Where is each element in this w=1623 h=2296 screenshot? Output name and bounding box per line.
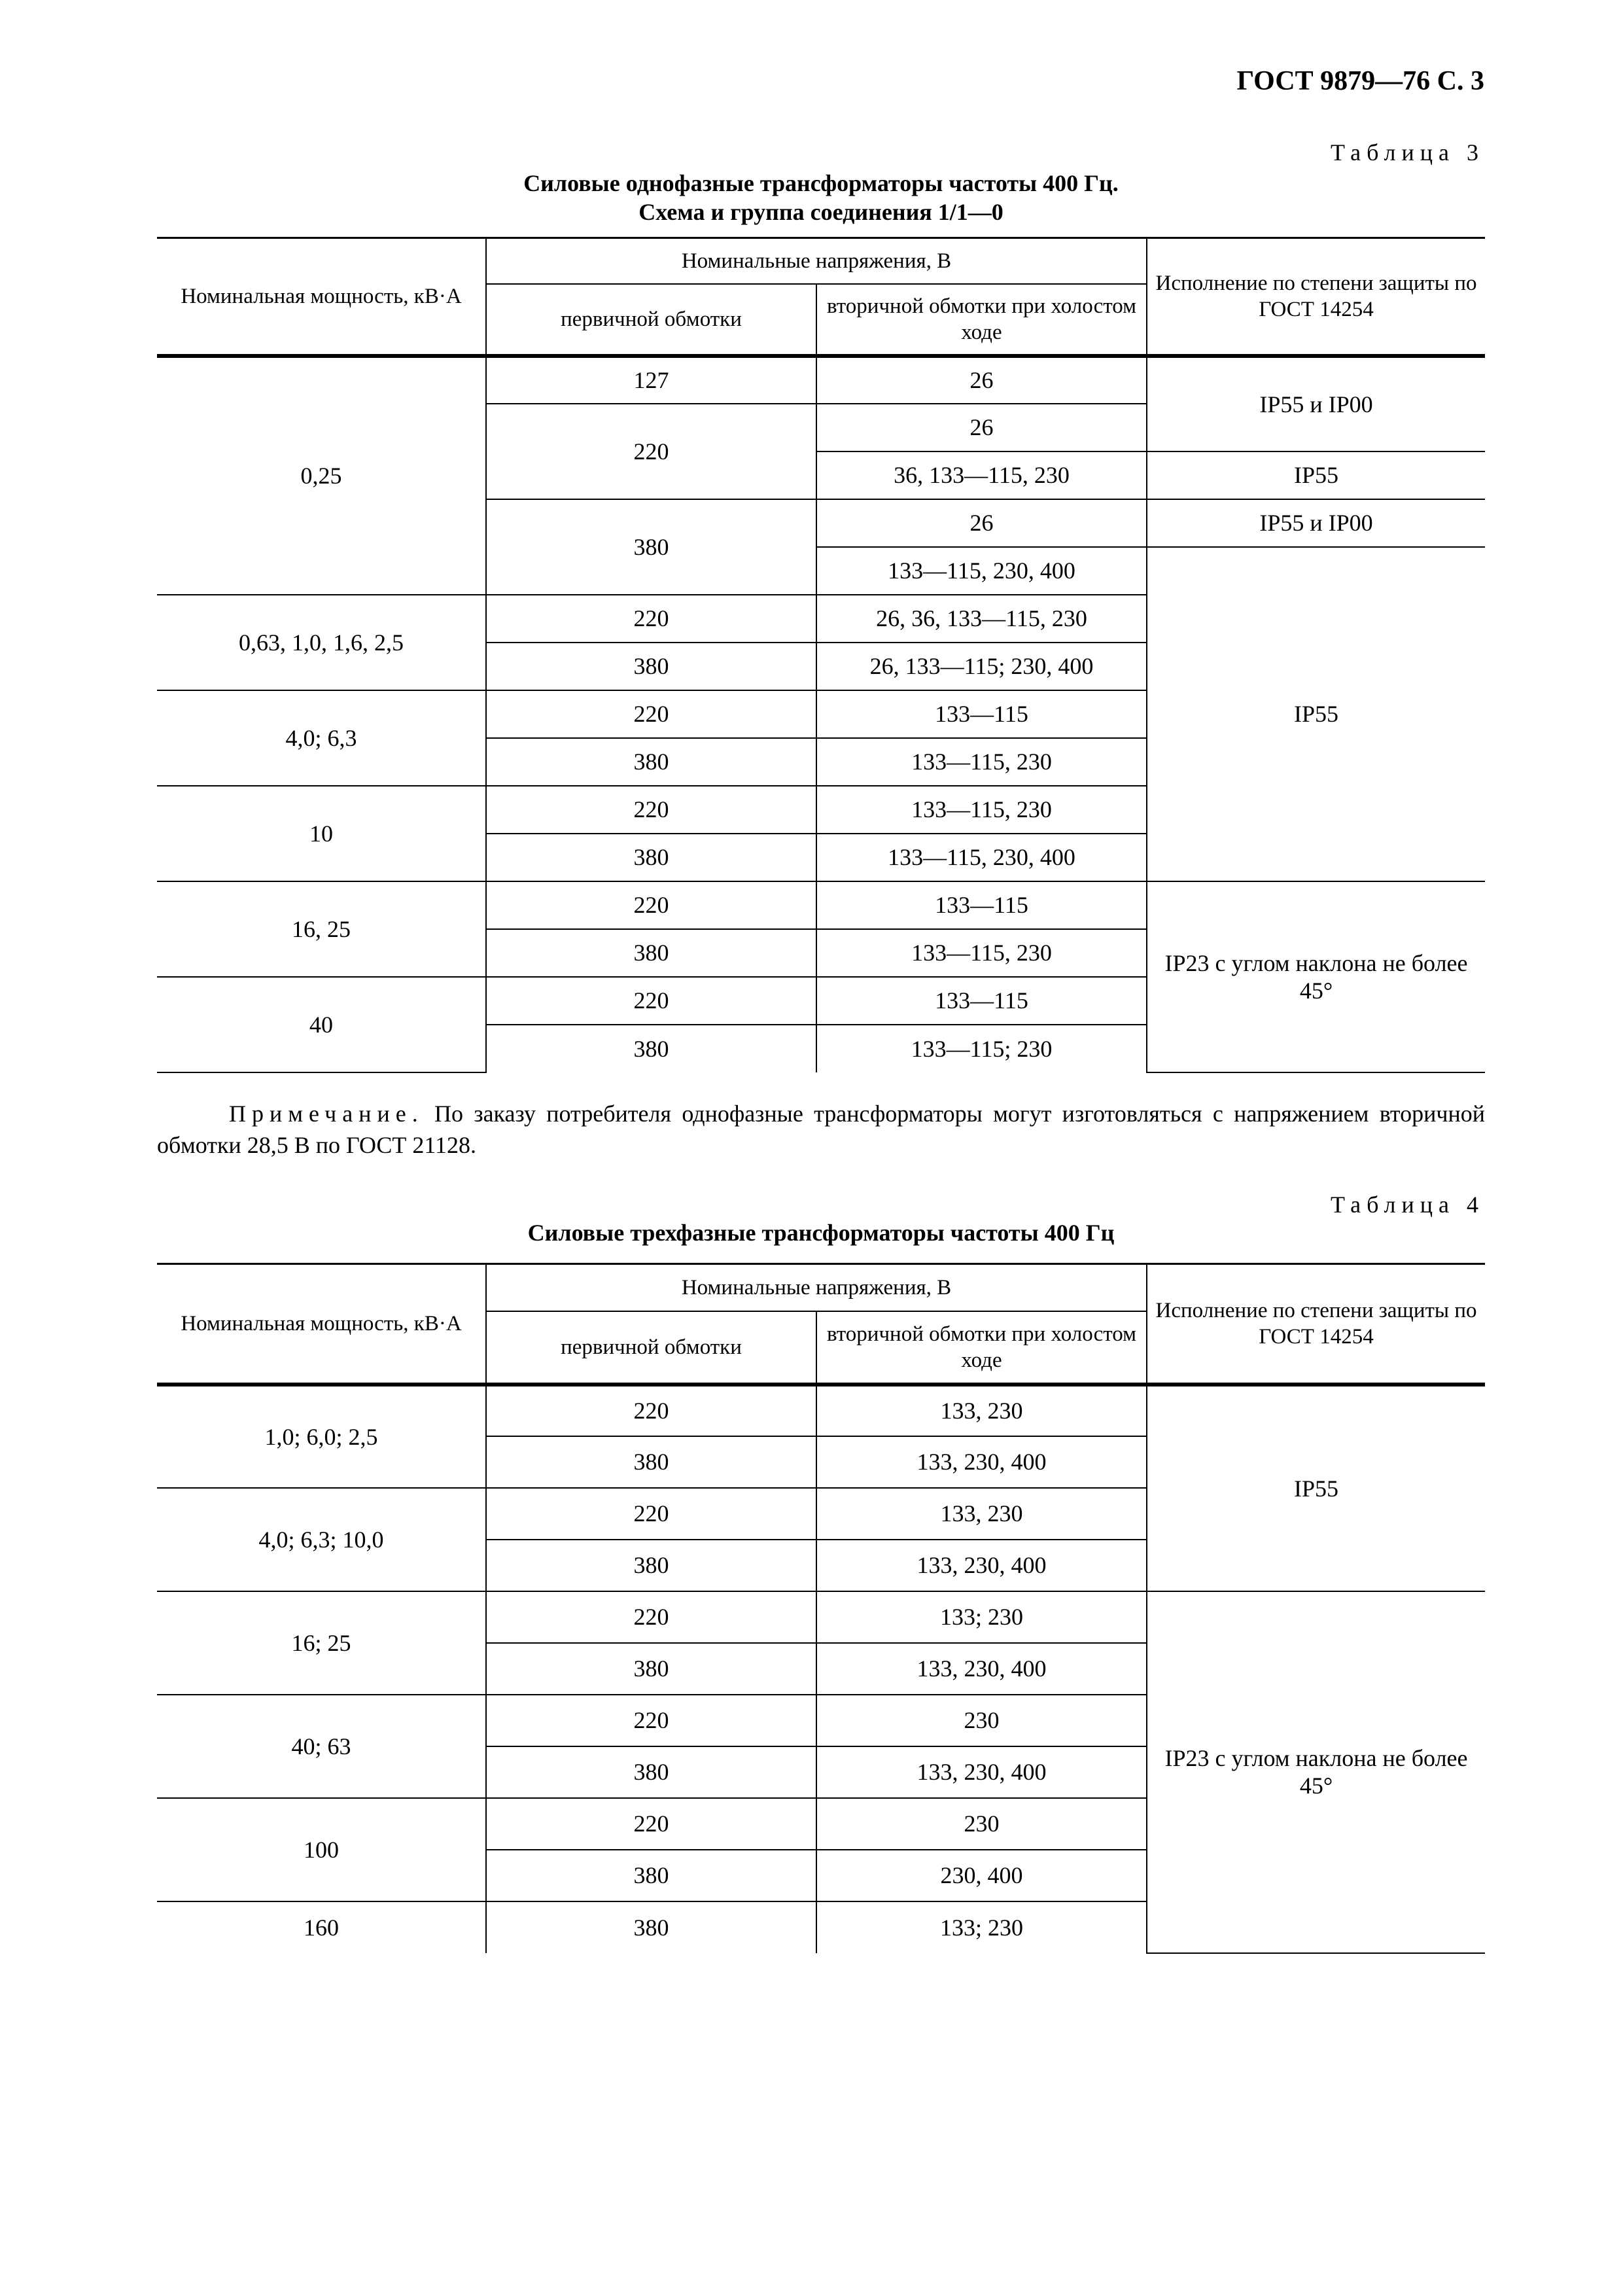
table-cell: 133—115; 230: [816, 1025, 1147, 1072]
table-cell: 380: [486, 499, 816, 595]
table-cell: 380: [486, 1901, 816, 1953]
table-cell: 220: [486, 977, 816, 1025]
table4-title: Силовые трехфазные трансформаторы частоты 400 Гц: [527, 1220, 1115, 1246]
table-cell: 380: [486, 929, 816, 977]
table3-header-protection: Исполнение по степени защиты по ГОСТ 14254: [1147, 238, 1485, 356]
table-cell: 0,25: [157, 356, 486, 595]
table-cell: 127: [486, 356, 816, 404]
table-cell: IP55 и IP00: [1147, 499, 1485, 547]
table4-label: Таблица 4: [1331, 1192, 1484, 1218]
table-cell: 380: [486, 1850, 816, 1901]
table-cell: 133, 230, 400: [816, 1746, 1147, 1798]
table-cell: 133—115: [816, 977, 1147, 1025]
table-cell: 220: [486, 881, 816, 929]
table-cell: 133—115: [816, 881, 1147, 929]
table-cell: 133—115, 230: [816, 738, 1147, 786]
table-cell: 230: [816, 1695, 1147, 1746]
note: [157, 1098, 1485, 1161]
table-cell: 160: [157, 1901, 486, 1953]
table-cell: 220: [486, 1488, 816, 1540]
table3-header-voltages: Номинальные напряжения, В: [486, 238, 1147, 284]
table-cell: 220: [486, 404, 816, 499]
table-cell: 220: [486, 1695, 816, 1746]
table-cell: 380: [486, 834, 816, 881]
table-cell: 380: [486, 1025, 816, 1072]
table-cell: 1,0; 6,0; 2,5: [157, 1385, 486, 1488]
table-cell: 0,63, 1,0, 1,6, 2,5: [157, 595, 486, 690]
table3-header-secondary: вторичной обмотки при холостом ходе: [816, 284, 1147, 356]
table-cell: 133, 230, 400: [816, 1643, 1147, 1695]
note-text: По заказу потребителя однофазные трансформаторы могут изготовляться с напряжением вторичной обмотки 28,5 В по ГОСТ 21128.: [157, 1101, 1485, 1158]
table-cell: 40; 63: [157, 1695, 486, 1798]
table3-title-line2: Схема и группа соединения 1/1—0: [638, 199, 1003, 225]
table3-header-primary: первичной обмотки: [486, 284, 816, 356]
table-cell: 133; 230: [816, 1591, 1147, 1643]
table-cell: 133, 230: [816, 1385, 1147, 1436]
table3-title-line1: Силовые однофазные трансформаторы частоты 400 Гц.: [523, 170, 1119, 196]
table-cell: 133, 230, 400: [816, 1540, 1147, 1591]
table-cell: 4,0; 6,3: [157, 690, 486, 786]
table4-header-protection: Исполнение по степени защиты по ГОСТ 14254: [1147, 1264, 1485, 1385]
table-cell: IP55: [1147, 1385, 1485, 1591]
note-lead: Примечание.: [229, 1101, 424, 1127]
table-cell: 26, 133—115; 230, 400: [816, 643, 1147, 690]
table-cell: 133, 230: [816, 1488, 1147, 1540]
table3: [157, 237, 1485, 1073]
table-cell: 100: [157, 1798, 486, 1901]
table-cell: 133—115, 230, 400: [816, 834, 1147, 881]
table-cell: 220: [486, 1591, 816, 1643]
table-cell: IP23 с углом наклона не более 45°: [1147, 881, 1485, 1072]
table4: [157, 1263, 1485, 1954]
table-cell: 133, 230, 400: [816, 1436, 1147, 1488]
table-cell: IP55: [1147, 451, 1485, 499]
page-header: ГОСТ 9879—76 С. 3: [1236, 66, 1484, 96]
table-cell: 4,0; 6,3; 10,0: [157, 1488, 486, 1591]
table4-header-secondary: вторичной обмотки при холостом ходе: [816, 1311, 1147, 1385]
table-cell: 40: [157, 977, 486, 1072]
table-cell: 26, 36, 133—115, 230: [816, 595, 1147, 643]
table-cell: 10: [157, 786, 486, 881]
table-cell: 380: [486, 643, 816, 690]
table-cell: 26: [816, 356, 1147, 404]
table4-header-primary: первичной обмотки: [486, 1311, 816, 1385]
table-cell: 133—115, 230: [816, 929, 1147, 977]
table-cell: 220: [486, 786, 816, 834]
table-cell: 133—115, 230, 400: [816, 547, 1147, 595]
table4-header-power: Номинальная мощность, кВ·А: [157, 1264, 486, 1385]
table-cell: 133; 230: [816, 1901, 1147, 1953]
table3-title: [157, 169, 1485, 226]
table3-label: Таблица 3: [1331, 139, 1484, 166]
table4-header-voltages: Номинальные напряжения, В: [486, 1264, 1147, 1311]
table3-header-power: Номинальная мощность, кВ·А: [157, 238, 486, 356]
table-cell: 220: [486, 1385, 816, 1436]
table-cell: 133—115: [816, 690, 1147, 738]
table-cell: 26: [816, 404, 1147, 451]
table-cell: 230, 400: [816, 1850, 1147, 1901]
table-cell: 220: [486, 1798, 816, 1850]
table-cell: 36, 133—115, 230: [816, 451, 1147, 499]
table-cell: 380: [486, 1643, 816, 1695]
table-cell: 16, 25: [157, 881, 486, 977]
table-cell: 16; 25: [157, 1591, 486, 1695]
table-cell: IP55 и IP00: [1147, 356, 1485, 451]
table-cell: IP55: [1147, 547, 1485, 881]
table-cell: 220: [486, 690, 816, 738]
table-cell: IP23 с углом наклона не более 45°: [1147, 1591, 1485, 1953]
table-cell: 133—115, 230: [816, 786, 1147, 834]
table-cell: 380: [486, 738, 816, 786]
table-cell: 380: [486, 1746, 816, 1798]
table-cell: 380: [486, 1540, 816, 1591]
table-cell: 230: [816, 1798, 1147, 1850]
table-cell: 26: [816, 499, 1147, 547]
table-cell: 220: [486, 595, 816, 643]
table-cell: 380: [486, 1436, 816, 1488]
